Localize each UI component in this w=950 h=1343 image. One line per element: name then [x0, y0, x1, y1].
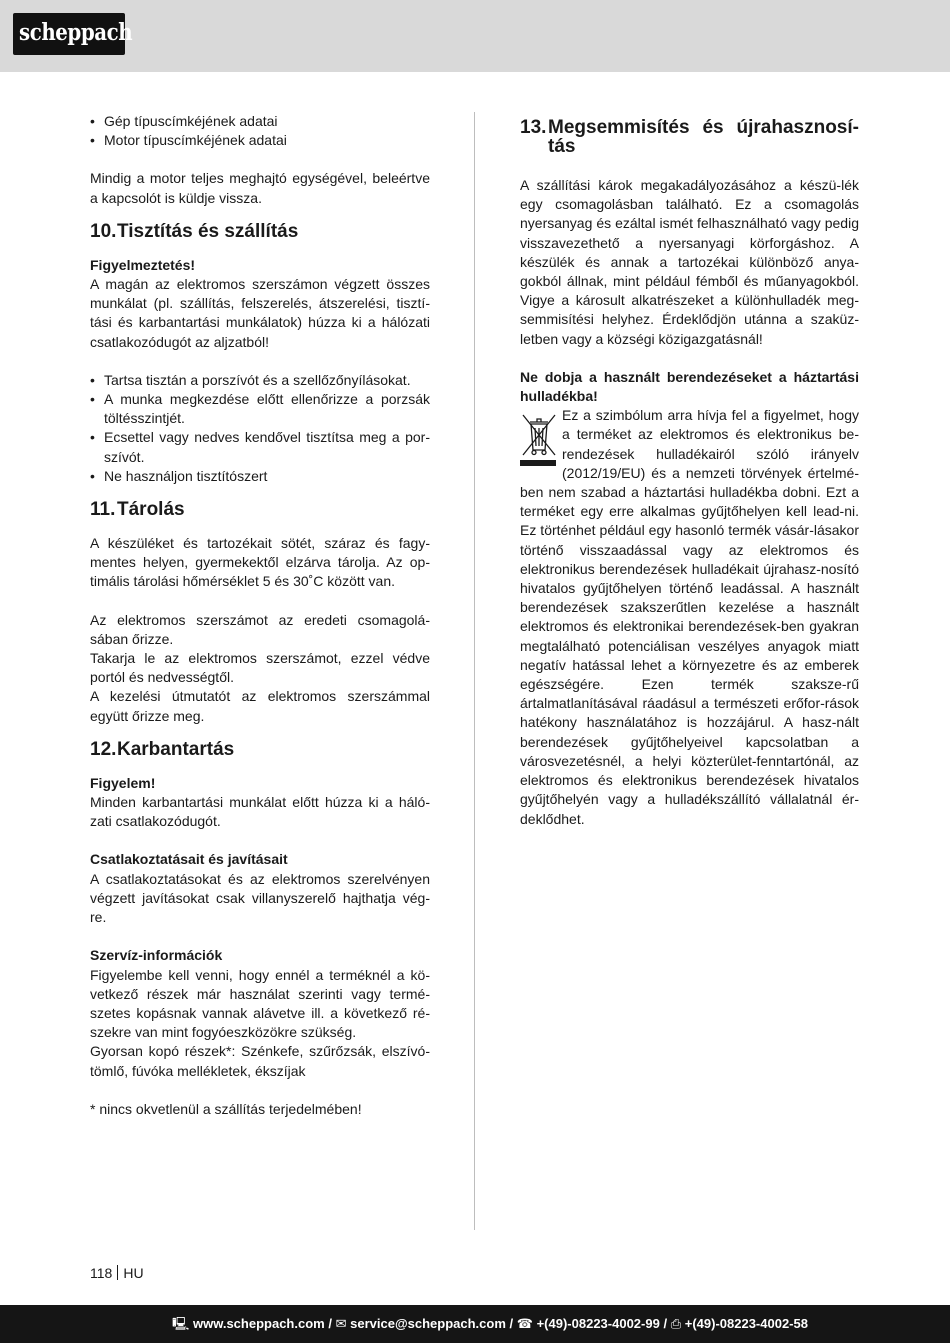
storage-paragraph: Takarja le az elektromos szerszámot, ezzel védve portól és nedvességtől. — [90, 650, 430, 686]
list-item: • A munka megkezdése előtt ellenőrizze a porzsák töltésszintjét. — [90, 390, 430, 428]
list-item: • Tartsa tisztán a porszívót és a szellőzőnyílásokat. — [90, 371, 430, 390]
wear-parts-text: Gyorsan kopó részek*: Szénkefe, szűrőzsák, elszívó-tömlő, fúvóka mellékletek, ékszíjak — [90, 1043, 430, 1079]
column-divider — [474, 112, 475, 1230]
attention-label: Figyelem! — [90, 774, 156, 791]
list-item: • Ne használjon tisztítószert — [90, 467, 430, 486]
footnote: * nincs okvetlenül a szállítás terjedelmében! — [90, 1100, 362, 1117]
warning-label: Figyelmeztetés! — [90, 256, 196, 273]
footer-separator: / — [509, 1316, 514, 1331]
storage-paragraph: A kezelési útmutatót az elektromos szerszámmal együtt őrizze meg. — [90, 688, 430, 724]
section-title: Tisztítás és szállítás — [117, 220, 299, 242]
footer-phone: +(49)-08223-4002-99 — [536, 1316, 660, 1331]
page-header — [0, 0, 950, 72]
section-title: Karbantartás — [117, 738, 235, 760]
service-label: Szervíz-információk — [90, 947, 223, 964]
crossed-bin-icon — [520, 410, 558, 468]
fax-icon: ⎙ — [670, 1316, 682, 1331]
section-12-heading — [90, 738, 430, 762]
connections-label: Csatlakoztatásait és javításait — [90, 851, 288, 868]
footer-separator: / — [663, 1316, 668, 1331]
footer-email[interactable]: service@scheppach.com — [350, 1316, 506, 1331]
logo-text: scheppach — [19, 19, 133, 46]
page-language: HU — [123, 1265, 144, 1281]
section-10-heading — [90, 220, 430, 244]
list-item: • Ecsettel vagy nedves kendővel tisztítsa meg a por-szívót. — [90, 428, 430, 466]
title-word: Megsemmisítés — [548, 117, 690, 138]
left-column — [90, 112, 430, 1119]
section-number: 13. — [520, 117, 547, 138]
section-title-line2: tás — [548, 136, 576, 157]
page-number — [90, 1264, 144, 1283]
return-note: Mindig a motor teljes meghajtó egységével, beleértve a kapcsolót is küldje vissza. — [90, 170, 430, 206]
list-item: • Gép típuscímkéjének adatai — [90, 112, 430, 131]
storage-paragraph: Az elektromos szerszámot az eredeti csomagolá-sában őrizze. — [90, 611, 430, 647]
section-title: Tárolás — [117, 499, 185, 521]
attention-text: Minden karbantartási munkálat előtt húzza ki a háló-zati csatlakozódugót. — [90, 794, 430, 830]
page-number-value: 118 — [90, 1265, 113, 1281]
storage-paragraph: A készüléket és tartozékait sötét, száraz és fagy-mentes helyen, gyermekektől elzárva tárolja. Az op-timális tárolási hőmérséklet 5 és 30˚C között van. — [90, 535, 430, 590]
right-column — [520, 112, 859, 829]
page-footer — [0, 1305, 950, 1343]
section-13-heading — [520, 118, 859, 156]
warning-text: A magán az elektromos szerszámon végzett összes munkálat (pl. szállítás, felszerelés, átszerelési, tisztí-tási és karbantartási munkálatok) húzza ki a hálózati csatlakozódugót az aljzatból! — [90, 276, 430, 350]
section-number: 11. — [90, 499, 116, 521]
title-word: és — [702, 117, 724, 138]
service-text: Figyelembe kell venni, hogy ennél a terméknél a kö-vetkező részek már használat szerinti vagy termé-szetes kopásnak vannak alávetve ill. a következő ré-szekre van mint fogyóeszközökre szükség. — [90, 966, 430, 1041]
disposal-paragraph: A szállítási károk megakadályozásához a készü-lék egy csomagolásban található. Ez a csomagolás nyersanyag és ezáltal ismét felhasználható vagy pedig visszavezethető a nyersanyagi körforgáshoz. A készülék és annak a tartozékai különböző anya-gokból állnak, mint például fémből és műanyagokból. Vigye a károsult alkatrészeket a különhulladék meg-semmisítési helyhez. Érdeklődjön utánna a szaküz-letben vagy a községi közigazgatásnál! — [520, 177, 859, 347]
scheppach-logo — [13, 13, 133, 55]
weee-label: Ne dobja a használt berendezéseket a háztartási hulladékba! — [520, 368, 859, 405]
footer-website[interactable]: www.scheppach.com — [192, 1316, 325, 1331]
section-11-heading — [90, 498, 430, 522]
connections-text: A csatlakoztatásokat és az elektromos szerelvényen végzett javításokat csak villanyszerelő hajthatja vég-re. — [90, 870, 430, 926]
computer-icon: 🖳 — [172, 1316, 190, 1331]
mail-icon: ✉ — [335, 1316, 347, 1331]
weee-text: Ez a szimbólum arra hívja fel a figyelmet, hogy a terméket az elektromos és elektronikus be-rendezések hulladékairól szóló irányelv (2012/19/EU) és a nemzeti törvények értelmé-ben nem szabad a háztartási hulladékba dobni. Ezt a terméket egy erre alkalmas gyűjtőhelyen kell lead-ni. Ez történhet például egy hasonló termék vásár-lásakor történő visszaadással vagy az elektromos és elektronikus berendezések hulladékait újrahasz-nosító hivatalos gyűjtőhelyen történő leadással. A használt berendezések szakszerűtlen kezelése a használt elektromos és elektronikai berendezések-ben gyakran megtalálható potenciálisan veszélyes anyagok miatt negatív hatással lehet a környezetre és az emberek egészségére. Ezen termék szaksze-rű ártalmatlanításával ráadásul a természeti erőfor-rások hatékony használatához is hozzájárul. A hasz-nált berendezések gyűjtőhelyeivel kapcsolatban a városvezetésnél, a helyi közterület-fenntartónál, az elektromos és elektronikus berendezések hivatalos gyűjtőhelyén vagy a hulladékszállító vállalatnál ér-deklődhet. — [520, 407, 859, 827]
weee-block — [520, 406, 859, 828]
list-item: • Motor típuscímkéjének adatai — [90, 131, 430, 150]
phone-icon: ☎ — [516, 1316, 533, 1331]
title-word: újrahasznosí- — [736, 117, 859, 138]
section-number: 12. — [90, 738, 117, 760]
section-title-line1 — [548, 118, 859, 137]
section-number: 10. — [90, 220, 117, 242]
footer-separator: / — [328, 1316, 332, 1331]
footer-fax: +(49)-08223-4002-58 — [684, 1316, 808, 1331]
